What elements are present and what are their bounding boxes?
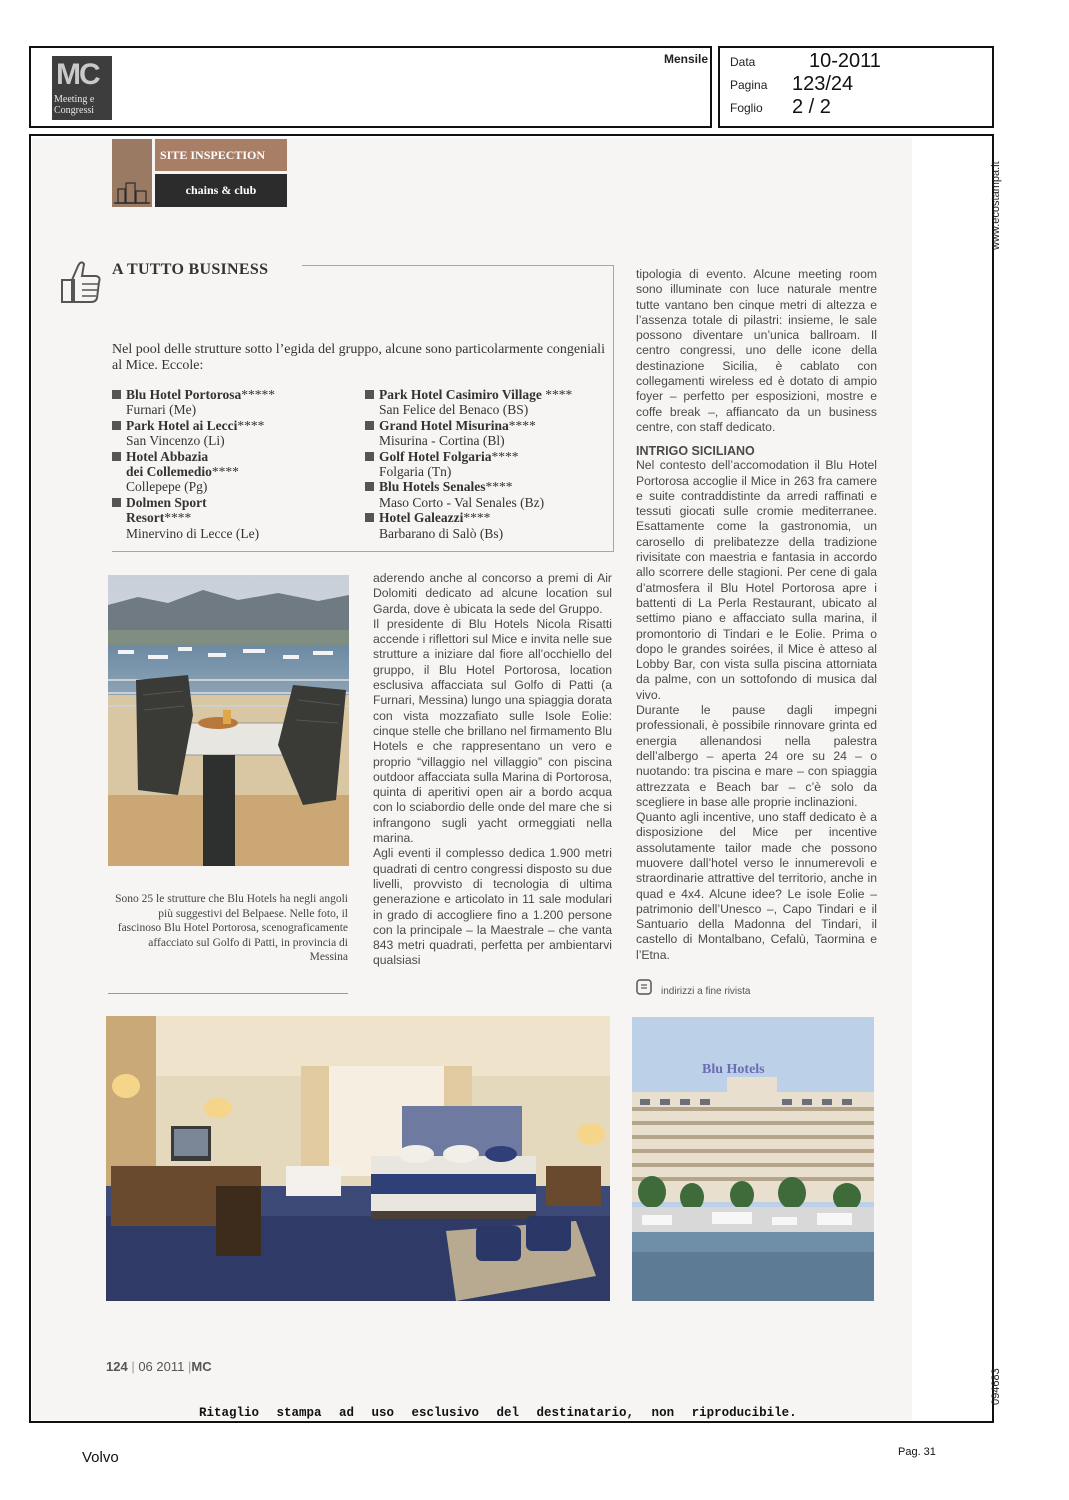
- hotel-name: Blu Hotel Portorosa: [126, 387, 242, 402]
- page-number: 124: [106, 1359, 128, 1374]
- caption-line: [108, 993, 348, 994]
- hotel-place: Collepepe (Pg): [126, 479, 208, 495]
- list-item: [365, 449, 605, 480]
- building-icon: [112, 139, 152, 207]
- hotel-room-photo: [106, 1016, 610, 1301]
- list-item: [112, 495, 352, 541]
- paragraph: Durante le pause dagli impegni professionali, è possibile rinnovare grinta ed energia allenandosi nella palestra dell’albergo – aperta 24 ore su 24 – o nuotando: tra piscina e mare – con spiaggia attrezzata e Beach bar – c’è solo da scegliere in base alle proprie inclinazioni.: [636, 703, 877, 809]
- client-name: Volvo: [82, 1449, 119, 1466]
- list-item: [365, 387, 605, 418]
- logo-mc-text: MC: [56, 58, 99, 91]
- hotel-name: Grand Hotel Misurina: [379, 417, 509, 433]
- paragraph: Il presidente di Blu Hotels Nicola Risatti accende i riflettori sul Mice e invita nelle sue strutture a iniziare dal fiore all’occhiello del gruppo, il Blu Hotel Portorosa, location esclusiva affacciata sul Golfo di Patti (a Furnari, Messina) lungo una spiaggia dorata con vista mozzafiato sulle Isole Eolie: cinque stelle che brillano nel firmamento Blu Hotels e che rappresentano un vero e proprio “villaggio nel villaggio” con piscina outdoor affacciata sulla Marina di Portorosa, quinta di aperitivi open air a bordo acqua con lo sciabordio delle onde del mare che si infrangono sugli yacht ormeggiati nella marina.: [373, 616, 612, 846]
- hotel-building-photo: [632, 1017, 874, 1301]
- section-tag: [112, 139, 287, 207]
- website-text: www.ecostampa.it: [990, 161, 1002, 250]
- hotel-place: Minervino di Lecce (Le): [126, 525, 260, 541]
- hotel-place: Misurina - Cortina (Bl): [379, 433, 505, 449]
- hotel-name: Blu Hotels Senales: [379, 479, 486, 495]
- hotel-stars: ****: [541, 387, 573, 402]
- paragraph: Nel contesto dell’accomodation il Blu Hotel Portorosa accoglie il Mice in 263 fra camere e suite contraddistinte da arredi raffinati e tessuti giocati sulle cromie mediterranee. Esattamente come la gastronomia, un carosello di prelibatezze della tradizione rivisitate con maestria e fantasia in accordo allo scorrere delle stagioni. Per cene di gala d’atmosfera il Blu Hotel Portorosa apre i battenti di La Perla Restaurant, ubicato al settimo piano e affacciato sulla marina, il promontorio di Tindari e le Eolie. Prima o dopo le grandes soirées, il Mice è atteso al Lobby Bar, con vista sulla piscina attorniata da palme, con un sottofondo di musica dal vivo.: [636, 458, 877, 702]
- list-item: [365, 510, 605, 541]
- list-item: [365, 479, 605, 510]
- hotel-place: San Felice del Benaco (BS): [379, 402, 529, 418]
- hotel-place: Folgaria (Tn): [379, 464, 452, 480]
- hotel-stars: ****: [508, 417, 536, 433]
- hotel-place: Barbarano di Salò (Bs): [379, 525, 504, 541]
- paragraph: Agli eventi il complesso dedica 1.900 metri quadrati di centro congressi disposto su due livelli, provvisto di tecnologia di ultima generazione e articolato in 11 sale modulari in grado di accogliere fino a 1.200 persone con la principale – la Maestrale – che vanta 843 metri quadrati, perfetta per ambientarvi qualsiasi: [373, 846, 612, 968]
- hotel-name: Park Hotel Casimiro Village: [379, 387, 542, 402]
- hotel-place: Maso Corto - Val Senales (Bz): [379, 494, 545, 510]
- data-label: Data: [730, 55, 756, 69]
- section-tag-2: chains & club: [155, 174, 287, 207]
- hotel-stars: ****: [491, 448, 519, 464]
- subhead: INTRIGO SICILIANO: [636, 444, 755, 459]
- hotel-name-2: dei Collemedio: [126, 464, 212, 480]
- foglio-label: Foglio: [730, 101, 763, 115]
- hotel-name: Hotel Abbazia: [126, 448, 209, 464]
- hotel-name: Hotel Galeazzi: [379, 510, 464, 526]
- paragraph: tipologia di evento. Alcune meeting room sono illuminate con luce naturale mentre tutte vantano ben cinque metri di altezza e l’assenza totale di pilastri: insieme, le sale possono diventare un’unica ballroam. Il centro congressi, uno delle icone della destinazione Sicilia, è cablato con collegamenti wireless ed è dotato di ampio foyer – perfetto per esposizioni, mostre e coffe break –, affiancato da un business centre, con staff dedicato.: [636, 267, 877, 434]
- data-value: 10-2011: [809, 50, 881, 72]
- article-col-right: [636, 267, 877, 963]
- code-side: [990, 1365, 1012, 1405]
- paragraph: Quanto agli incentive, uno staff dedicato è a disposizione del Mice per incentive assolutamente tailor made che possono muovere dall’hotel verso le innumerevoli e straordinarie attrattive del territorio, anche in quad e 4x4. Alcune idee? Le isole Eolie – patrimonio dell’Unesco –, Capo Tindari e il Santuario della Madonna del Tindari, il castello di Montalbano, Cefalù, Taormina e l’Etna.: [636, 810, 877, 962]
- list-item: [365, 418, 605, 449]
- building-sign: Blu Hotels: [702, 1062, 765, 1077]
- ritaglio-notice: Ritaglio stampa ad uso esclusivo del destinatario, non riproducibile.: [199, 1406, 797, 1420]
- hotel-stars: *****: [241, 387, 275, 402]
- hotel-list-left: [112, 387, 352, 541]
- list-item: [112, 418, 352, 449]
- hotel-place: Furnari (Me): [126, 402, 197, 418]
- hotel-name: Park Hotel ai Lecci: [126, 417, 238, 433]
- magazine-name: MC: [191, 1359, 212, 1374]
- page-footer: 124 | 06 2011 |MC: [106, 1359, 212, 1374]
- ecostampa-side: [990, 150, 1012, 250]
- article-col-mid: [373, 571, 612, 969]
- hotel-stars: ****: [463, 510, 491, 526]
- hotel-stars: ****: [485, 479, 513, 495]
- photo-caption: Sono 25 le strutture che Blu Hotels ha negli angoli più suggestivi del Belpaese. Nelle foto, il fascinoso Blu Hotel Portorosa, scenograficamente affacciato sul Golfo di Patti, in provincia di Messina: [115, 893, 348, 963]
- page-counter: Pag. 31: [898, 1446, 936, 1458]
- hotel-list-right: [365, 387, 605, 541]
- pagina-value: 123/24: [792, 73, 854, 95]
- main-frame-bottom: [29, 1421, 994, 1423]
- hotel-stars: ****: [164, 510, 192, 526]
- box-title: A TUTTO BUSINESS: [112, 261, 269, 278]
- logo-subtitle: [54, 94, 94, 116]
- header-left-frame: [29, 46, 712, 128]
- paragraph: aderendo anche al concorso a premi di Air Dolomiti dedicato ad alcune location sul Garda, dove è ubicata la sede del Gruppo.: [373, 571, 612, 616]
- marina-terrace-photo: [108, 575, 349, 866]
- foglio-value: 2 / 2: [792, 96, 831, 118]
- hotel-name: Dolmen Sport: [126, 494, 207, 510]
- list-item: [112, 387, 352, 418]
- logo-sub-line-1: Meeting e: [54, 94, 95, 105]
- list-item: [112, 449, 352, 495]
- book-icon: [635, 978, 653, 996]
- hotel-place: San Vincenzo (Li): [126, 433, 225, 449]
- frequency-label: Mensile: [664, 52, 709, 66]
- pagina-label: Pagina: [730, 78, 768, 92]
- code-text: 094683: [990, 1368, 1002, 1405]
- mc-logo: [52, 56, 112, 120]
- thumbs-up-icon: [58, 258, 104, 306]
- hotel-name-2: Resort: [126, 510, 165, 526]
- issue-date: 06 2011: [138, 1359, 185, 1374]
- box-intro: Nel pool delle strutture sotto l’egida del gruppo, alcune sono particolarmente congeniali al Mice. Eccole:: [112, 342, 605, 373]
- hotel-stars: ****: [237, 417, 265, 433]
- hotel-stars: ****: [211, 464, 239, 480]
- address-note: indirizzi a fine rivista: [661, 986, 751, 997]
- hotel-name: Golf Hotel Folgaria: [379, 448, 492, 464]
- section-tag-1: SITE INSPECTION: [155, 139, 287, 171]
- logo-sub-line-2: Congressi: [54, 105, 94, 116]
